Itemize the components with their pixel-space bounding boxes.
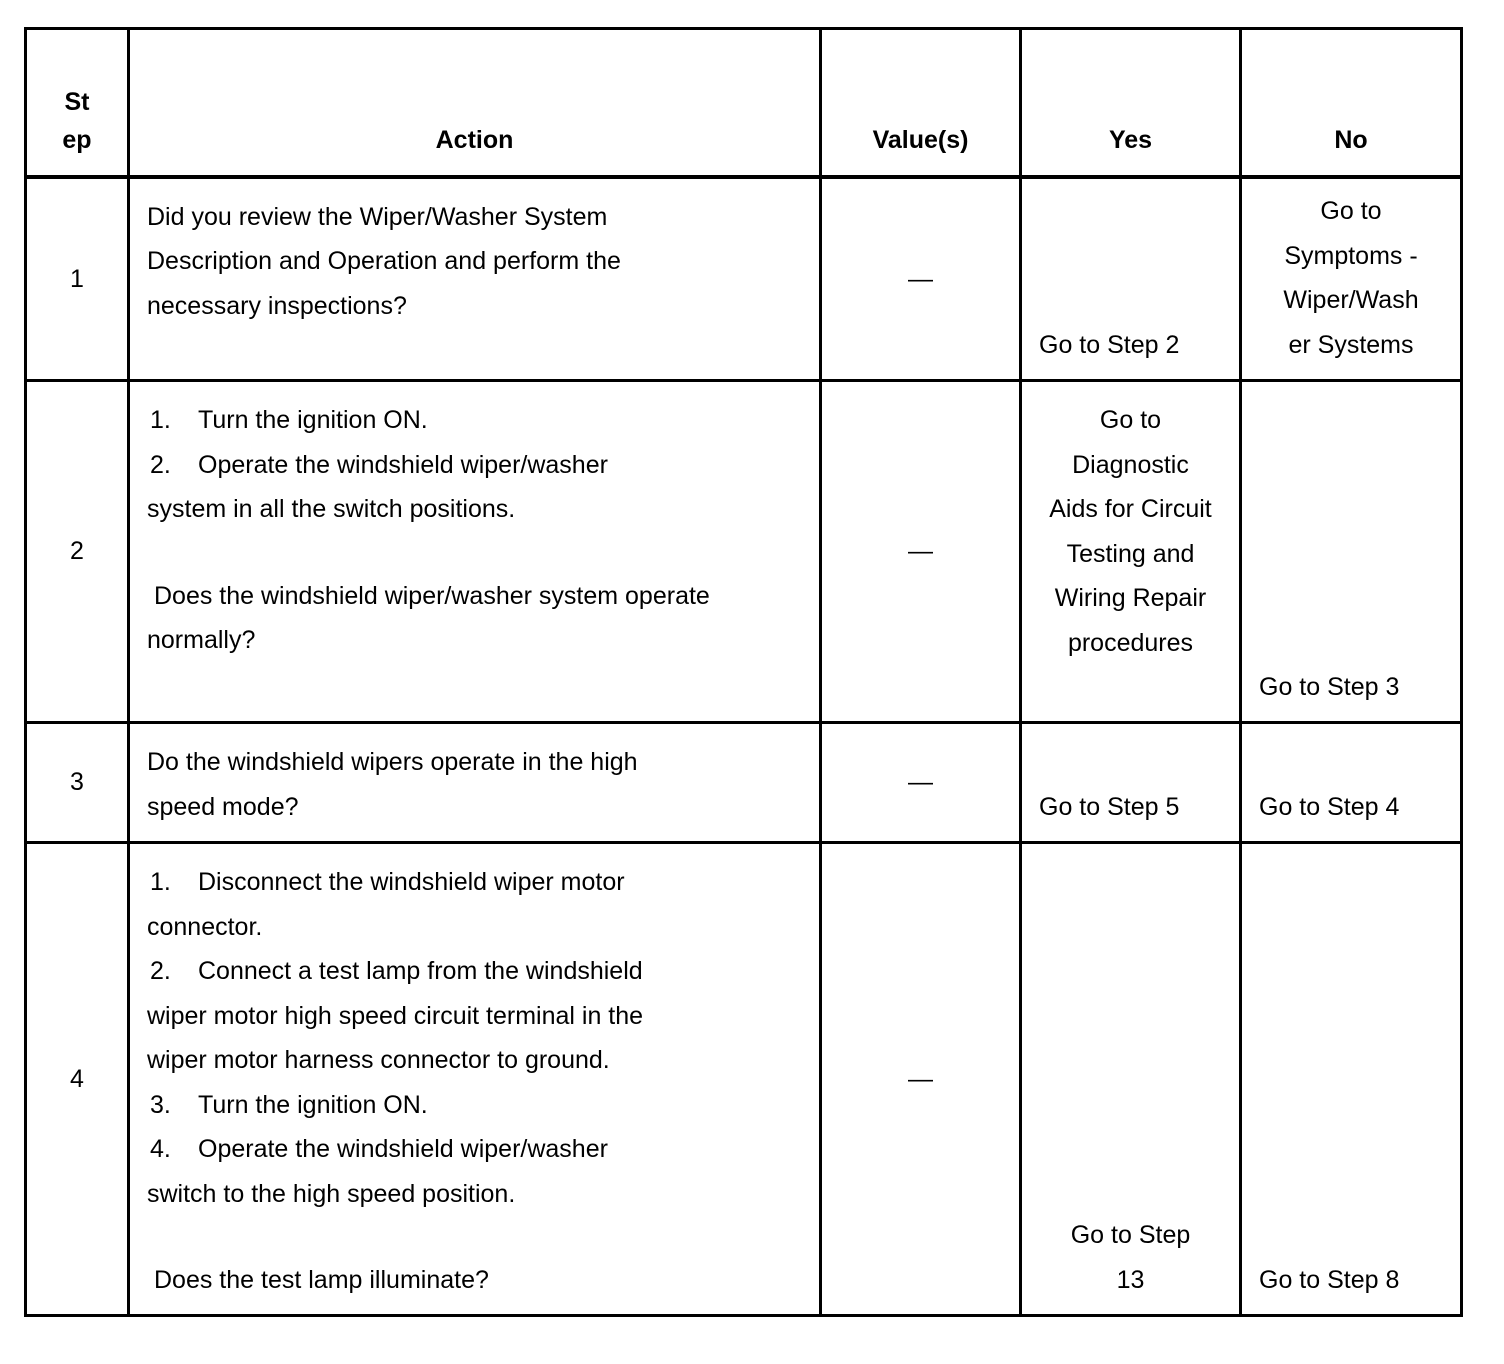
item-text: Turn the ignition ON.	[198, 1090, 428, 1119]
step-number: 1	[26, 177, 129, 381]
item-number: 1.	[150, 868, 171, 896]
item-number: 1.	[150, 406, 171, 434]
action-line: switch to the high speed position.	[147, 1179, 516, 1208]
yes-cell	[1021, 177, 1241, 381]
item-number: 2.	[150, 450, 171, 479]
yes-link-line[interactable]: Aids for Circuit	[1049, 495, 1212, 523]
no-cell[interactable]	[1241, 177, 1462, 381]
no-link[interactable]: Go to Step 3	[1259, 672, 1400, 701]
header-values: Value(s)	[821, 29, 1021, 177]
no-link-line[interactable]: Go to	[1320, 197, 1382, 225]
header-step-line1: St	[64, 87, 90, 116]
action-line: necessary inspections?	[147, 291, 407, 320]
no-cell	[1241, 723, 1462, 843]
header-step-line2: ep	[62, 126, 92, 154]
yes-link-line[interactable]: Testing and	[1066, 539, 1195, 568]
action-line: Do the windshield wipers operate in the high	[147, 748, 638, 776]
action-line: Description and Operation and perform the	[147, 247, 621, 275]
action-line: system in all the switch positions.	[147, 495, 516, 523]
yes-cell[interactable]	[1021, 843, 1241, 1316]
table-row	[26, 381, 1462, 723]
step-number: 4	[26, 843, 129, 1316]
table-row	[26, 177, 1462, 381]
action-question: normally?	[147, 626, 256, 654]
item-text: Disconnect the windshield wiper motor	[198, 868, 625, 896]
yes-link-line[interactable]: Diagnostic	[1072, 450, 1189, 479]
yes-link[interactable]: Go to Step 2	[1039, 330, 1180, 359]
no-link-line[interactable]: er Systems	[1288, 330, 1414, 359]
table-row	[26, 723, 1462, 843]
table-header-row	[26, 29, 1462, 177]
yes-link-line[interactable]: Go to Step	[1070, 1221, 1191, 1249]
no-cell	[1241, 843, 1462, 1316]
item-text: Turn the ignition ON.	[198, 406, 428, 434]
action-cell	[129, 177, 821, 381]
header-action: Action	[129, 29, 821, 177]
item-number: 4.	[150, 1135, 171, 1163]
item-text: Operate the windshield wiper/washer	[198, 450, 608, 479]
item-number: 3.	[150, 1090, 171, 1119]
action-question: Does the windshield wiper/washer system operate	[154, 581, 710, 610]
yes-link[interactable]: Go to Step 5	[1039, 792, 1180, 821]
action-list-item	[147, 860, 807, 905]
action-list-item	[147, 1127, 807, 1172]
no-link[interactable]: Go to Step 8	[1259, 1265, 1400, 1294]
action-line: wiper motor high speed circuit terminal in the	[147, 1001, 644, 1030]
item-number: 2.	[150, 957, 171, 985]
action-question: Does the test lamp illuminate?	[154, 1266, 489, 1294]
yes-link-line[interactable]: Wiring Repair	[1054, 584, 1207, 612]
value-cell: —	[821, 381, 1021, 723]
action-line: speed mode?	[147, 792, 299, 821]
action-cell	[129, 381, 821, 723]
action-list-item	[147, 443, 807, 488]
diagnostic-table	[24, 27, 1463, 1317]
action-list-item	[147, 1083, 807, 1128]
yes-link-line[interactable]: procedures	[1067, 628, 1194, 657]
action-cell	[129, 843, 821, 1316]
table-row	[26, 843, 1462, 1316]
yes-link-line[interactable]: 13	[1116, 1265, 1145, 1294]
no-cell	[1241, 381, 1462, 723]
no-link-line[interactable]: Wiper/Wash	[1283, 286, 1419, 314]
action-cell	[129, 723, 821, 843]
step-number: 3	[26, 723, 129, 843]
value-cell: —	[821, 723, 1021, 843]
action-line: connector.	[147, 912, 263, 941]
header-yes: Yes	[1021, 29, 1241, 177]
value-cell: —	[821, 177, 1021, 381]
no-link-line[interactable]: Symptoms -	[1284, 241, 1418, 270]
step-number: 2	[26, 381, 129, 723]
action-line: wiper motor harness connector to ground.	[147, 1046, 610, 1074]
yes-cell[interactable]	[1021, 381, 1241, 723]
action-line: Did you review the Wiper/Washer System	[147, 202, 608, 231]
item-text: Operate the windshield wiper/washer	[198, 1135, 608, 1163]
action-list-item	[147, 398, 807, 443]
header-step	[26, 29, 129, 177]
action-list-item	[147, 949, 807, 994]
item-text: Connect a test lamp from the windshield	[198, 957, 643, 985]
no-link[interactable]: Go to Step 4	[1259, 792, 1400, 821]
header-no: No	[1241, 29, 1462, 177]
yes-cell	[1021, 723, 1241, 843]
yes-link-line[interactable]: Go to	[1099, 406, 1162, 434]
value-cell: —	[821, 843, 1021, 1316]
